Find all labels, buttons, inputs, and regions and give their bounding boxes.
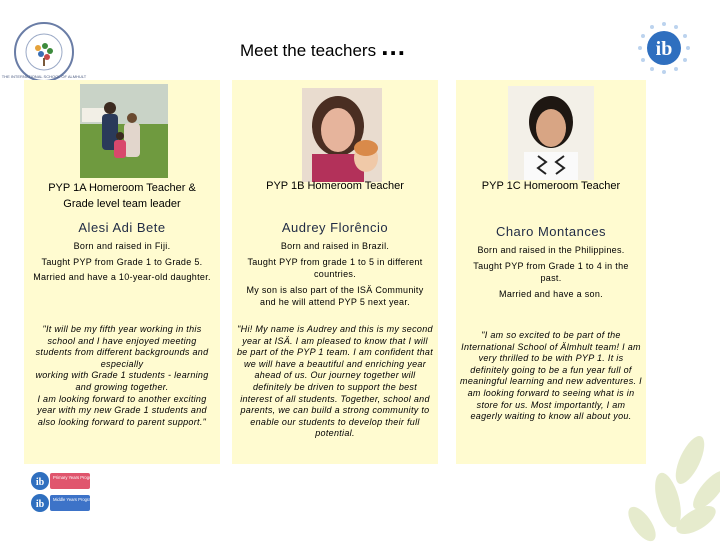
teacher-name-1: Alesi Adi Bete xyxy=(78,220,166,235)
teacher-role-1-line2: Grade level team leader xyxy=(63,198,181,210)
teacher-bio-3-line: Married and have a son. xyxy=(499,288,603,299)
teacher-bio-1-line: Born and raised in Fiji. xyxy=(73,241,171,251)
pyp-badge-text: Primary Years Programme xyxy=(53,475,103,480)
teacher-card-3 xyxy=(456,80,646,464)
teacher-role-1-line1: PYP 1A Homeroom Teacher & xyxy=(48,182,196,194)
decorative-leaves xyxy=(580,420,720,540)
teacher-quote-3: "I am so excited to be part of the International School of Älmhult team! I am very thrilled to be with PYP 1. It is definitely going to be a fun year full of meaningful learning and new adventures. I am looking forward to seeing what is in store for us. Most importantly, I am eagerly waiting to know all about you. xyxy=(460,330,642,422)
teacher-card-1 xyxy=(24,80,220,464)
teacher-bio-2 xyxy=(238,240,432,312)
teacher-card-2 xyxy=(232,80,438,464)
school-logo-text: THE INTERNATIONAL SCHOOL OF ALMHULT xyxy=(1,74,87,79)
teacher-bio-1-line: Taught PYP from Grade 1 to Grade 5. xyxy=(41,256,203,267)
myp-badge-text: Middle Years Programme xyxy=(53,497,101,502)
teacher-quote-1-part: "It will be my fifth year working in this school and I have enjoyed meeting students from different backgrounds and especially xyxy=(35,324,209,369)
page-title xyxy=(240,32,407,63)
ib-logo-text: ib xyxy=(655,38,673,60)
teacher-quote-1-part: I am looking forward to another exciting year with my new Grade 1 students and also looking forward to parent support." xyxy=(37,393,207,427)
teacher-photo-3 xyxy=(508,86,594,180)
teacher-name-3: Charo Montances xyxy=(495,224,607,239)
teacher-bio-2-line: My son is also part of the ISÄ Community and he will attend PYP 5 next year. xyxy=(246,284,424,307)
page-title-text: Meet the teachers xyxy=(240,41,377,60)
teacher-quote-2: "Hi! My name is Audrey and this is my second year at ISÄ. I am pleased to know that I will be part of the PYP 1 team. I am confident that we will have a beautiful and enriching year ahead of us. Our journey together will definitely be driven to support the best interest of all students. Together, school and parents, we can build a strong community to enable our students to develop their full potential. xyxy=(236,324,434,439)
teacher-role-1 xyxy=(24,180,220,212)
teacher-bio-3 xyxy=(462,244,640,303)
ib-logo xyxy=(636,20,692,76)
teacher-bio-2-line: Born and raised in Brazil. xyxy=(280,241,390,251)
teacher-role-2: PYP 1B Homeroom Teacher xyxy=(266,180,404,192)
teacher-name-2: Audrey Florêncio xyxy=(281,220,389,235)
teacher-bio-3-line: Born and raised in the Philippines. xyxy=(477,245,625,255)
teacher-quote-1 xyxy=(28,324,216,428)
title-ellipsis: … xyxy=(380,31,408,61)
svg-text:ib: ib xyxy=(35,477,45,488)
teacher-photo-1 xyxy=(80,84,168,178)
teacher-bio-1 xyxy=(30,240,214,287)
teacher-bio-2-line: Taught PYP from grade 1 to 5 in different countries. xyxy=(247,256,423,279)
myp-programme-badge xyxy=(30,492,101,514)
svg-text:ib: ib xyxy=(35,499,45,510)
teacher-photo-2 xyxy=(302,88,382,182)
teacher-bio-1-line: Married and have a 10-year-old daughter. xyxy=(33,272,211,282)
teacher-role-3: PYP 1C Homeroom Teacher xyxy=(481,180,621,192)
school-logo xyxy=(1,20,87,84)
teacher-quote-1-part: working with Grade 1 students - learning and growing together. xyxy=(35,370,209,392)
teacher-bio-3-line: Taught PYP from Grade 1 to 4 in the past. xyxy=(473,260,629,283)
pyp-programme-badge xyxy=(30,470,103,492)
